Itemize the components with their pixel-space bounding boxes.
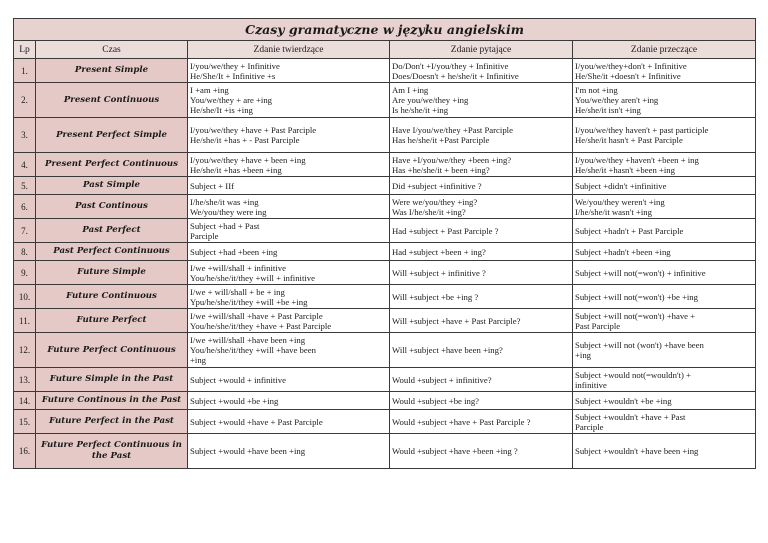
question-cell: [390, 177, 573, 195]
tense-name: Future Perfect: [36, 309, 188, 333]
negative-cell: [573, 368, 756, 392]
affirmative-line: Ypu/he/she/it/they +will +be +ing: [190, 296, 308, 307]
question-line: Have I/you/we/they +Past Parciple: [392, 125, 513, 135]
tenses-table-wrapper: [13, 18, 755, 469]
negative-cell: [573, 219, 756, 243]
negative-cell: [573, 59, 756, 83]
affirmative-line: Subject +would +have been +ing: [190, 446, 306, 456]
table-row: [14, 410, 756, 434]
negative-line: You/we/they aren't +ing: [575, 95, 659, 105]
row-number: 9.: [14, 261, 36, 285]
negative-cell: [573, 333, 756, 368]
negative-line: He/she/it hasn't + Past Parciple: [575, 135, 683, 145]
tense-name: Future Simple: [36, 261, 188, 285]
question-cell: [390, 219, 573, 243]
table-row: [14, 153, 756, 177]
question-cell: [390, 59, 573, 83]
negative-line: Subject +will not (won't) +have been: [575, 340, 704, 350]
negative-cell: [573, 83, 756, 118]
negative-cell: [573, 309, 756, 333]
negative-cell: [573, 118, 756, 153]
negative-line: We/you/they weren't +ing: [575, 196, 665, 207]
negative-line: Parciple: [575, 421, 604, 432]
tense-name: Present Perfect Simple: [36, 118, 188, 153]
question-line: Have +I/you/we/they +been +ing?: [392, 154, 512, 165]
affirmative-line: Subject +had +been +ing: [190, 246, 278, 257]
question-line: Had +subject +been + ing?: [392, 246, 486, 257]
row-number: 11.: [14, 309, 36, 333]
affirmative-line: Subject +would +be +ing: [190, 395, 279, 406]
row-number: 16.: [14, 434, 36, 469]
affirmative-cell: [188, 309, 390, 333]
negative-line: I/you/we/they +haven't +been + ing: [575, 154, 699, 165]
row-number: 14.: [14, 392, 36, 410]
question-cell: [390, 195, 573, 219]
negative-line: He/she/it isn't +ing: [575, 105, 641, 115]
question-line: Were we/you/they +ing?: [392, 196, 478, 207]
affirmative-line: He/she/It +is +ing: [190, 105, 253, 115]
affirmative-cell: [188, 392, 390, 410]
negative-cell: [573, 195, 756, 219]
negative-line: He/she/it +hasn't +been +ing: [575, 164, 675, 175]
negative-line: Subject +will not(=won't) + infinitive: [575, 267, 706, 278]
header-row: [14, 41, 756, 59]
header-negative: Zdanie przeczące: [573, 41, 756, 59]
affirmative-line: Subject +would + infinitive: [190, 374, 286, 385]
affirmative-cell: [188, 118, 390, 153]
negative-line: Past Parciple: [575, 320, 621, 331]
affirmative-cell: [188, 59, 390, 83]
row-number: 6.: [14, 195, 36, 219]
tense-name: Past Perfect: [36, 219, 188, 243]
negative-line: Subject +would not(=wouldn't) +: [575, 369, 691, 380]
negative-line: Subject +wouldn't +have been +ing: [575, 446, 699, 456]
table-row: [14, 219, 756, 243]
question-line: Am I +ing: [392, 85, 429, 95]
table-body: [14, 19, 756, 469]
negative-cell: [573, 153, 756, 177]
question-line: Will +subject +have + Past Parciple?: [392, 315, 521, 326]
question-line: Would +subject + infinitive?: [392, 374, 492, 385]
affirmative-line: I/he/she/it was +ing: [190, 196, 259, 207]
negative-line: Subject +didn't +infinitive: [575, 180, 667, 191]
tense-name: Past Simple: [36, 177, 188, 195]
affirmative-line: I/we +will/shall +have + Past Parciple: [190, 310, 323, 321]
negative-line: I'm not +ing: [575, 85, 618, 95]
tenses-table: [13, 18, 756, 469]
row-number: 8.: [14, 243, 36, 261]
tense-name: Present Perfect Continuous: [36, 153, 188, 177]
negative-cell: [573, 285, 756, 309]
question-cell: [390, 309, 573, 333]
negative-cell: [573, 261, 756, 285]
negative-line: +ing: [575, 350, 592, 360]
affirmative-line: You/he/she/it/they +have + Past Parciple: [190, 320, 332, 331]
row-number: 5.: [14, 177, 36, 195]
tense-name: Future Continuous: [36, 285, 188, 309]
negative-line: Subject +wouldn't +have + Past: [575, 411, 686, 422]
question-line: Has +he/she/it + been +ing?: [392, 164, 490, 175]
question-line: Do/Don't +I/you/they + Infinitive: [392, 60, 509, 71]
table-title: Czasy gramatyczne w języku angielskim: [14, 19, 756, 41]
affirmative-line: Parciple: [190, 230, 219, 241]
affirmative-line: +ing: [190, 355, 207, 365]
row-number: 10.: [14, 285, 36, 309]
header-tense: Czas: [36, 41, 188, 59]
table-row: [14, 392, 756, 410]
table-row: [14, 309, 756, 333]
question-cell: [390, 410, 573, 434]
question-cell: [390, 434, 573, 469]
negative-cell: [573, 177, 756, 195]
tense-name: Present Simple: [36, 59, 188, 83]
affirmative-cell: [188, 285, 390, 309]
question-cell: [390, 333, 573, 368]
negative-line: Subject +will not(=won't) +have +: [575, 310, 696, 321]
table-row: [14, 195, 756, 219]
table-row: [14, 434, 756, 469]
negative-line: Subject +hadn't + Past Parciple: [575, 225, 684, 236]
negative-line: I/you/we/they+don't + Infinitive: [575, 60, 687, 71]
affirmative-cell: [188, 243, 390, 261]
negative-line: I/you/we/they haven't + past participle: [575, 125, 709, 135]
affirmative-line: I/we +will/shall + infinitive: [190, 262, 286, 273]
tense-name: Future Perfect Continuous: [36, 333, 188, 368]
affirmative-line: He/She/It + Infinitive +s: [190, 70, 276, 81]
question-line: Will +subject +be +ing ?: [392, 291, 479, 302]
table-row: [14, 177, 756, 195]
header-affirmative: Zdanie twierdzące: [188, 41, 390, 59]
affirmative-cell: [188, 219, 390, 243]
affirmative-cell: [188, 83, 390, 118]
tense-name: Present Continuous: [36, 83, 188, 118]
tense-name: Past Continous: [36, 195, 188, 219]
question-line: Would +subject +have + Past Parciple ?: [392, 416, 531, 427]
row-number: 7.: [14, 219, 36, 243]
table-row: [14, 243, 756, 261]
negative-line: Subject +hadn't +been +ing: [575, 246, 671, 257]
table-row: [14, 83, 756, 118]
negative-line: infinitive: [575, 379, 607, 390]
affirmative-cell: [188, 368, 390, 392]
tense-name: Past Perfect Continuous: [36, 243, 188, 261]
tense-name: Future Perfect in the Past: [36, 410, 188, 434]
affirmative-line: I/we + will/shall + be + ing: [190, 286, 285, 297]
row-number: 2.: [14, 83, 36, 118]
affirmative-cell: [188, 434, 390, 469]
row-number: 12.: [14, 333, 36, 368]
negative-line: He/She/it +doesn't + Infinitive: [575, 70, 681, 81]
affirmative-cell: [188, 177, 390, 195]
question-line: Had +subject + Past Parciple ?: [392, 225, 499, 236]
negative-line: Subject +wouldn't +be +ing: [575, 395, 672, 406]
affirmative-line: Subject +would +have + Past Parciple: [190, 416, 323, 427]
affirmative-line: Subject + IIf: [190, 180, 234, 191]
question-line: Will +subject + infinitive ?: [392, 267, 486, 278]
affirmative-cell: [188, 195, 390, 219]
row-number: 3.: [14, 118, 36, 153]
table-row: [14, 118, 756, 153]
title-row: [14, 19, 756, 41]
question-cell: [390, 83, 573, 118]
tense-name: Future Continous in the Past: [36, 392, 188, 410]
affirmative-line: I/we +will/shall +have been +ing: [190, 335, 306, 345]
affirmative-line: He/she/it +has + - Past Parciple: [190, 135, 300, 145]
affirmative-line: You/he/she/it/they +will + infinitive: [190, 272, 315, 283]
question-cell: [390, 285, 573, 309]
affirmative-line: I +am +ing: [190, 85, 229, 95]
question-cell: [390, 153, 573, 177]
row-number: 1.: [14, 59, 36, 83]
question-line: Would +subject +be ing?: [392, 395, 480, 406]
affirmative-line: He/she/it +has +been +ing: [190, 164, 282, 175]
question-line: Is he/she/it +ing: [392, 105, 449, 115]
question-cell: [390, 392, 573, 410]
question-line: Does/Doesn't + he/she/it + Infinitive: [392, 70, 519, 81]
question-cell: [390, 243, 573, 261]
question-cell: [390, 118, 573, 153]
row-number: 15.: [14, 410, 36, 434]
question-line: Will +subject +have been +ing?: [392, 345, 503, 355]
affirmative-line: Subject +had + Past: [190, 220, 260, 231]
tense-name: Future Simple in the Past: [36, 368, 188, 392]
question-cell: [390, 368, 573, 392]
header-question: Zdanie pytające: [390, 41, 573, 59]
row-number: 13.: [14, 368, 36, 392]
tense-name: Future Perfect Continuous in the Past: [36, 434, 188, 469]
negative-cell: [573, 410, 756, 434]
affirmative-line: I/you/we/they +have + been +ing: [190, 154, 306, 165]
negative-line: Subject +will not(=won't) +be +ing: [575, 291, 698, 302]
table-row: [14, 333, 756, 368]
affirmative-line: I/you/we/they + Infinitive: [190, 60, 280, 71]
affirmative-line: You/he/she/it/they +will +have been: [190, 345, 316, 355]
negative-line: I/he/she/it wasn't +ing: [575, 206, 652, 217]
table-row: [14, 285, 756, 309]
affirmative-cell: [188, 153, 390, 177]
question-line: Would +subject +have +been +ing ?: [392, 446, 518, 456]
question-line: Has he/she/it +Past Parciple: [392, 135, 490, 145]
question-line: Did +subject +infinitive ?: [392, 180, 482, 191]
question-line: Are you/we/they +ing: [392, 95, 469, 105]
header-lp: Lp: [14, 41, 36, 59]
table-row: [14, 261, 756, 285]
table-row: [14, 368, 756, 392]
affirmative-line: You/we/they + are +ing: [190, 95, 273, 105]
affirmative-cell: [188, 333, 390, 368]
negative-cell: [573, 434, 756, 469]
negative-cell: [573, 392, 756, 410]
table-row: [14, 59, 756, 83]
row-number: 4.: [14, 153, 36, 177]
affirmative-line: I/you/we/they +have + Past Parciple: [190, 125, 317, 135]
question-line: Was I/he/she/it +ing?: [392, 206, 466, 217]
affirmative-cell: [188, 261, 390, 285]
negative-cell: [573, 243, 756, 261]
affirmative-line: We/you/they were ing: [190, 206, 267, 217]
affirmative-cell: [188, 410, 390, 434]
question-cell: [390, 261, 573, 285]
